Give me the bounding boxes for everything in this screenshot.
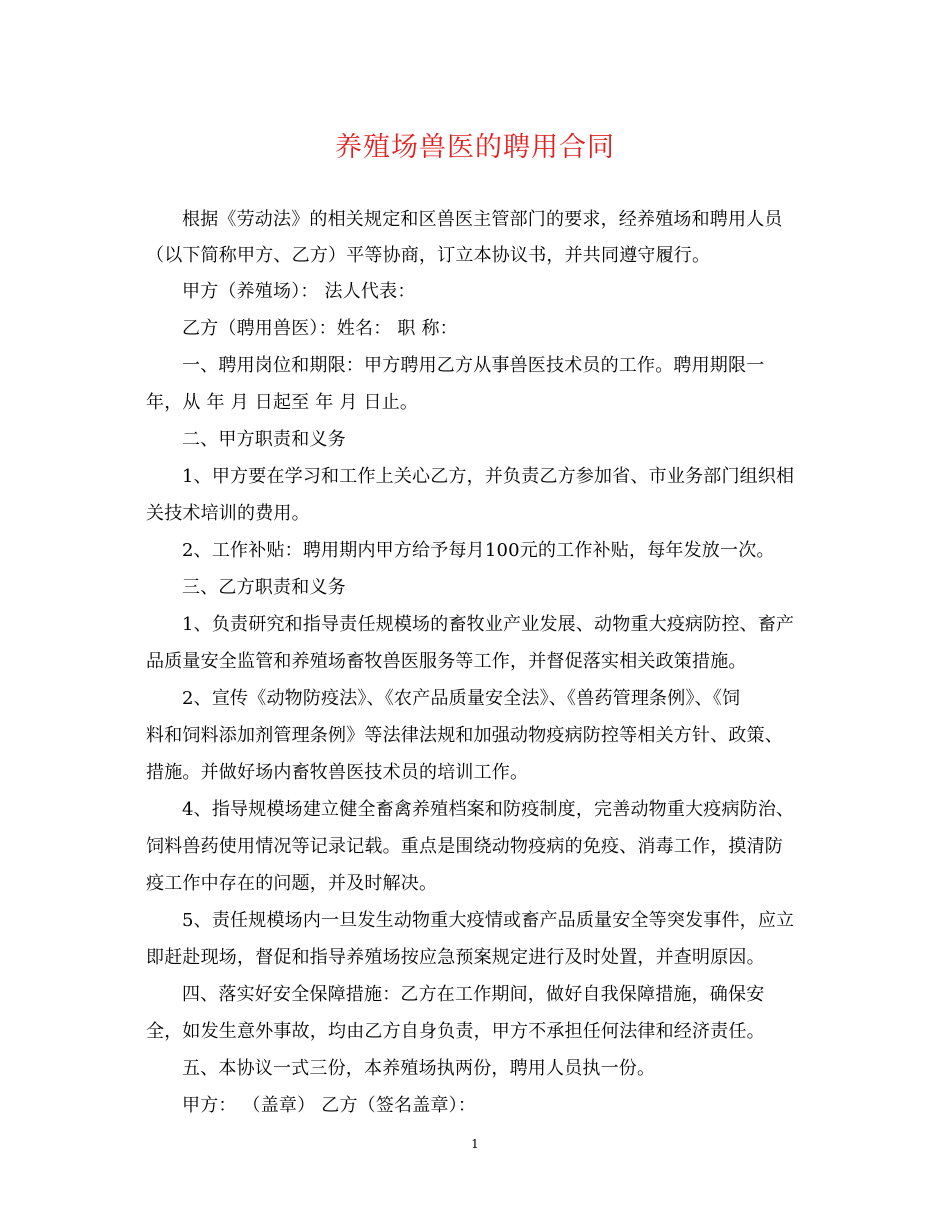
paragraph-line: 1、负责研究和指导责任规模场的畜牧业产业发展、动物重大疫病防控、畜产 bbox=[182, 614, 795, 635]
paragraph-line: 四、落实好安全保障措施：乙方在工作期间，做好自我保障措施，确保安 bbox=[182, 984, 765, 1005]
signature-line: 甲方： （盖章） 乙方（签名盖章）： bbox=[182, 1095, 477, 1116]
paragraph-line: 五、本协议一式三份，本养殖场执两份，聘用人员执一份。 bbox=[182, 1058, 656, 1079]
paragraph-line: 关技术培训的费用。 bbox=[146, 503, 310, 524]
section-heading: 二、甲方职责和义务 bbox=[182, 429, 346, 450]
document-title: 养殖场兽医的聘用合同 bbox=[335, 132, 615, 163]
paragraph-line: 2、工作补贴：聘用期内甲方给予每月100元的工作补贴，每年发放一次。 bbox=[182, 540, 775, 561]
paragraph-line: 措施。并做好场内畜牧兽医技术员的培训工作。 bbox=[146, 762, 529, 783]
paragraph-line: 根据《劳动法》的相关规定和区兽医主管部门的要求，经养殖场和聘用人员 bbox=[182, 209, 783, 230]
paragraph-line: 即赶赴现场，督促和指导养殖场按应急预案规定进行及时处置，并查明原因。 bbox=[146, 947, 765, 968]
paragraph-line: 全，如发生意外事故，均由乙方自身负责，甲方不承担任何法律和经济责任。 bbox=[146, 1021, 765, 1042]
paragraph-line: 一、聘用岗位和期限：甲方聘用乙方从事兽医技术员的工作。聘用期限一 bbox=[182, 355, 765, 376]
paragraph-line: 料和饲料添加剂管理条例》等法律法规和加强动物疫病防控等相关方针、政策、 bbox=[146, 725, 783, 746]
paragraph-line: 1、甲方要在学习和工作上关心乙方，并负责乙方参加省、市业务部门组织相 bbox=[182, 466, 795, 487]
party-b-line: 乙方（聘用兽医）：姓名： 职 称： bbox=[182, 318, 458, 339]
party-a-line: 甲方（养殖场）： 法人代表： bbox=[182, 281, 416, 302]
paragraph-line: 2、宣传《动物防疫法》、《农产品质量安全法》、《兽药管理条例》、《饲 bbox=[182, 688, 741, 709]
paragraph-line: 品质量安全监管和养殖场畜牧兽医服务等工作，并督促落实相关政策措施。 bbox=[146, 651, 747, 672]
paragraph-line: 年，从 年 月 日起至 年 月 日止。 bbox=[146, 392, 419, 413]
paragraph-line: 4、指导规模场建立健全畜禽养殖档案和防疫制度，完善动物重大疫病防治、 bbox=[182, 799, 795, 820]
paragraph-line: （以下简称甲方、乙方）平等协商，订立本协议书，并共同遵守履行。 bbox=[146, 245, 711, 266]
page-number: 1 bbox=[471, 1137, 479, 1151]
paragraph-line: 疫工作中存在的问题，并及时解决。 bbox=[146, 873, 438, 894]
paragraph-line: 5、责任规模场内一旦发生动物重大疫情或畜产品质量安全等突发事件，应立 bbox=[182, 910, 795, 931]
paragraph-line: 饲料兽药使用情况等记录记载。重点是围绕动物疫病的免疫、消毒工作，摸清防 bbox=[146, 836, 783, 857]
section-heading: 三、乙方职责和义务 bbox=[182, 577, 346, 598]
